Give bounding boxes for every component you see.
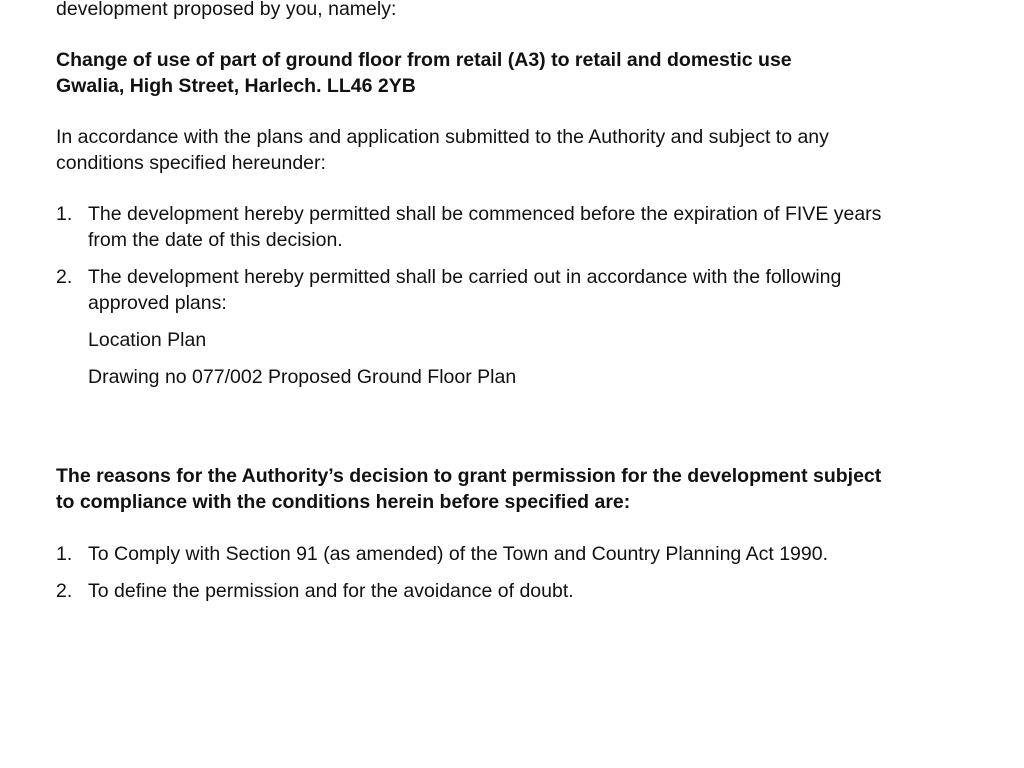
conditions-list — [56, 201, 1016, 390]
condition-item — [56, 201, 1016, 253]
condition-text-line-1: The development hereby permitted shall be commenced before the expiration of FIVE years — [88, 203, 882, 225]
reasons-heading-line-1: The reasons for the Authority’s decision to grant permission for the development subject — [56, 465, 882, 487]
reason-item — [56, 541, 1016, 567]
proposal-heading — [56, 47, 1016, 99]
reason-item — [56, 578, 1016, 604]
reason-number: 1. — [56, 543, 73, 565]
accordance-line-2: conditions specified hereunder: — [56, 152, 326, 174]
reasons-heading — [56, 463, 1016, 515]
proposal-address: Gwalia, High Street, Harlech. LL46 2YB — [56, 75, 416, 97]
reason-text: To define the permission and for the avoidance of doubt. — [88, 580, 574, 602]
reasons-list — [56, 541, 1016, 615]
approved-plan-item: Location Plan — [88, 329, 207, 351]
proposal-description: Change of use of part of ground floor from retail (A3) to retail and domestic use — [56, 49, 792, 71]
reason-number: 2. — [56, 580, 73, 602]
condition-text-line-1: The development hereby permitted shall be carried out in accordance with the following — [88, 266, 842, 288]
condition-number: 1. — [56, 203, 73, 225]
intro-fragment: development proposed by you, namely: — [56, 0, 397, 20]
condition-text-line-2: approved plans: — [88, 292, 227, 314]
reason-text: To Comply with Section 91 (as amended) of the Town and Country Planning Act 1990. — [88, 543, 828, 565]
condition-number: 2. — [56, 266, 73, 288]
accordance-line-1: In accordance with the plans and application submitted to the Authority and subject to any — [56, 126, 829, 148]
approved-plan-item: Drawing no 077/002 Proposed Ground Floor Plan — [88, 366, 517, 388]
condition-text-line-2: from the date of this decision. — [88, 229, 343, 251]
condition-item — [56, 264, 1016, 390]
accordance-paragraph — [56, 124, 1016, 176]
reasons-heading-line-2: to compliance with the conditions herein before specified are: — [56, 491, 631, 513]
